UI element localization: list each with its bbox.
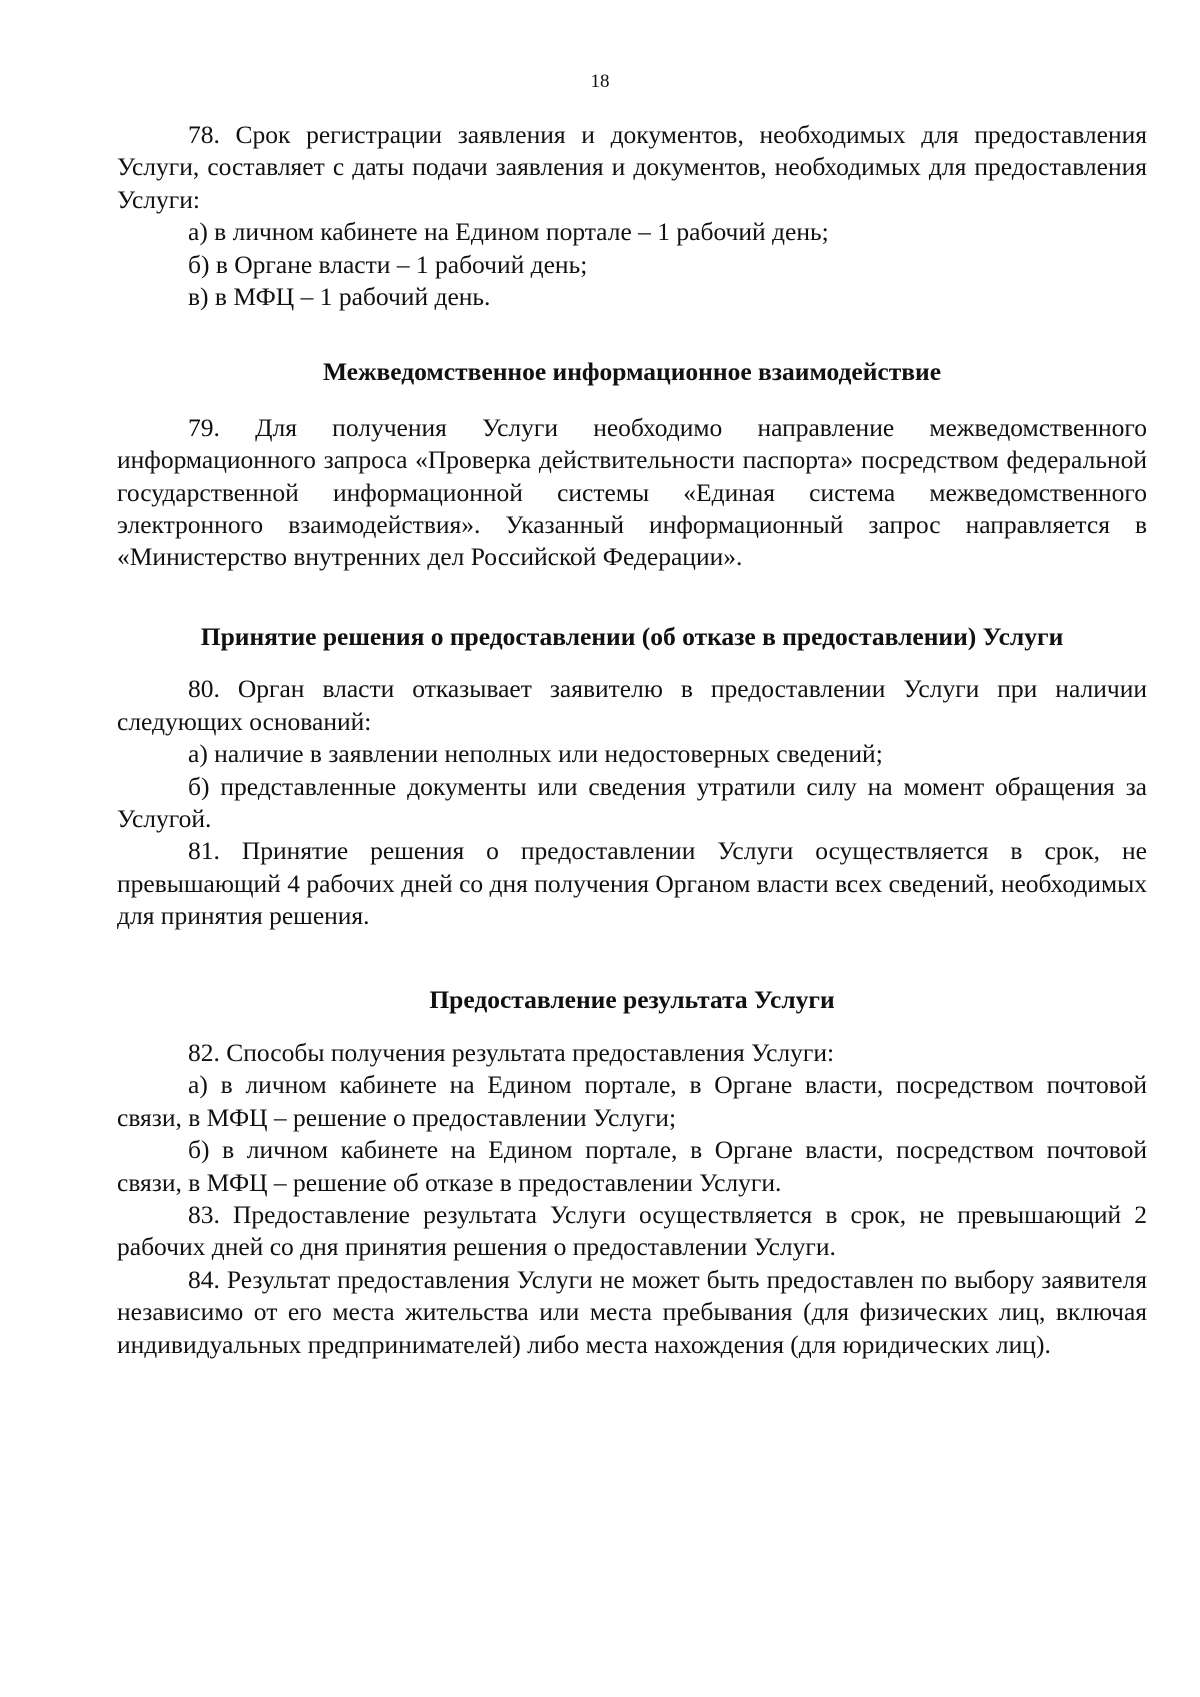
- paragraph-82-intro: 82. Способы получения результата предоставления Услуги:: [188, 1037, 835, 1067]
- paragraph-84: 84. Результат предоставления Услуги не может быть предоставлен по выбору заявителя независимо от его места жительства или места пребывания (для физических лиц, включая индивидуальных предпринимателей) либо места нахождения (для юридических лиц).: [117, 1264, 1147, 1359]
- paragraph-80-item-a: а) наличие в заявлении неполных или недостоверных сведений;: [188, 739, 883, 769]
- paragraph-78-item-c: в) в МФЦ – 1 рабочий день.: [188, 282, 491, 312]
- paragraph-83: 83. Предоставление результата Услуги осуществляется в срок, не превышающий 2 рабочих дней со дня принятия решения о предоставлении Услуги.: [117, 1199, 1147, 1262]
- paragraph-82-item-a: а) в личном кабинете на Едином портале, в Органе власти, посредством почтовой связи, в МФЦ – решение о предоставлении Услуги;: [117, 1070, 1147, 1132]
- page-number: 18: [590, 71, 610, 92]
- paragraph-79: 79. Для получения Услуги необходимо направление межведомственного информационного запроса «Проверка действительности паспорта» посредством федеральной государственной информационной системы «Единая система межведомственного электронного взаимодействия». Указанный информационный запрос направляется в «Министерство внутренних дел Российской Федерации».: [117, 412, 1147, 572]
- document-body: [117, 119, 1147, 1361]
- section-heading-decision: Принятие решения о предоставлении (об отказе в предоставлении) Услуги: [200, 621, 1064, 651]
- paragraph-78-item-b: б) в Органе власти – 1 рабочий день;: [188, 249, 588, 279]
- paragraph-78-intro: 78. Срок регистрации заявления и документов, необходимых для предоставления Услуги, составляет с даты подачи заявления и документов, необходимых для предоставления Услуги:: [117, 120, 1147, 214]
- paragraph-80-intro: 80. Орган власти отказывает заявителю в предоставлении Услуги при наличии следующих оснований:: [117, 674, 1147, 736]
- paragraph-81: 81. Принятие решения о предоставлении Услуги осуществляется в срок, не превышающий 4 рабочих дней со дня получения Органом власти всех сведений, необходимых для принятия решения.: [117, 836, 1147, 931]
- section-heading-result: Предоставление результата Услуги: [429, 984, 835, 1014]
- paragraph-82-item-b: б) в личном кабинете на Едином портале, в Органе власти, посредством почтовой связи, в МФЦ – решение об отказе в предоставлении Услуги.: [117, 1135, 1147, 1197]
- paragraph-80-item-b: б) представленные документы или сведения утратили силу на момент обращения за Услугой.: [117, 771, 1147, 833]
- section-heading-interagency: Межведомственное информационное взаимодействие: [322, 357, 942, 387]
- paragraph-78-item-a: а) в личном кабинете на Едином портале – 1 рабочий день;: [188, 217, 829, 247]
